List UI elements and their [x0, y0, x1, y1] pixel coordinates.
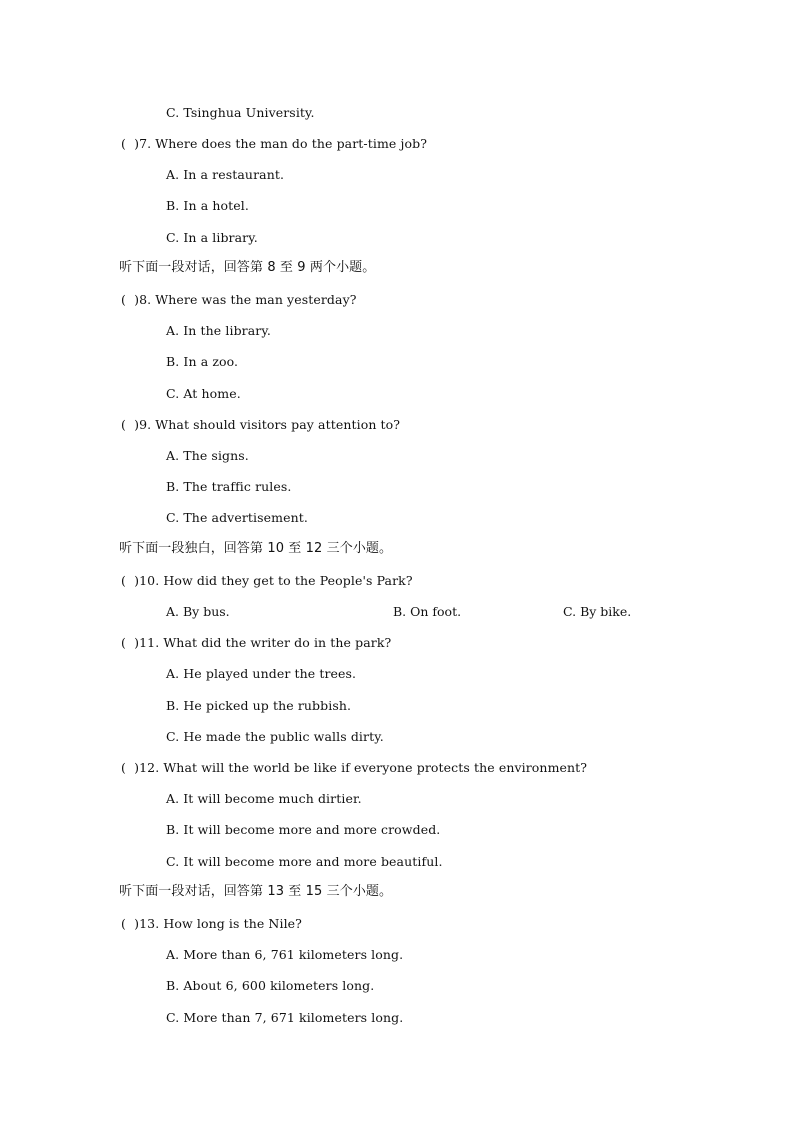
option-8c: C. At home.	[166, 386, 241, 401]
option-7a: A. In a restaurant.	[166, 167, 285, 182]
option-9b: B. The traffic rules.	[166, 479, 292, 494]
option-8b: B. In a zoo.	[166, 354, 239, 369]
section-instruction-13-15: 听下面一段对话，回答第 13 至 15 三个小题。	[119, 884, 393, 899]
option-12b: B. It will become more and more crowded.	[166, 822, 441, 837]
question-8: ( )8. Where was the man yesterday?	[121, 292, 357, 307]
option-7b: B. In a hotel.	[166, 198, 249, 213]
question-10: ( )10. How did they get to the People's Park?	[121, 573, 413, 588]
option-11b: B. He picked up the rubbish.	[166, 698, 352, 713]
option-9c: C. The advertisement.	[166, 510, 308, 525]
option-11a: A. He played under the trees.	[166, 666, 357, 681]
option-13c: C. More than 7, 671 kilometers long.	[166, 1010, 404, 1025]
option-8a: A. In the library.	[166, 323, 271, 338]
option-6c: C. Tsinghua University.	[166, 105, 315, 120]
question-11: ( )11. What did the writer do in the park?	[121, 635, 392, 650]
option-7c: C. In a library.	[166, 230, 258, 245]
question-9: ( )9. What should visitors pay attention to?	[121, 417, 401, 432]
options-row-10	[0, 604, 794, 620]
question-13: ( )13. How long is the Nile?	[121, 916, 302, 931]
option-13a: A. More than 6, 761 kilometers long.	[166, 947, 404, 962]
option-10a: A. By bus.	[166, 604, 230, 619]
question-12: ( )12. What will the world be like if everyone protects the environment?	[121, 760, 588, 775]
option-12c: C. It will become more and more beautiful.	[166, 854, 443, 869]
option-9a: A. The signs.	[166, 448, 249, 463]
option-10c: C. By bike.	[563, 604, 632, 619]
option-13b: B. About 6, 600 kilometers long.	[166, 978, 375, 993]
question-7: ( )7. Where does the man do the part-time job?	[121, 136, 427, 151]
option-11c: C. He made the public walls dirty.	[166, 729, 384, 744]
section-instruction-10-12: 听下面一段独白，回答第 10 至 12 三个小题。	[119, 541, 393, 556]
section-instruction-8-9: 听下面一段对话，回答第 8 至 9 两个小题。	[119, 260, 376, 275]
option-10b: B. On foot.	[393, 604, 462, 619]
option-12a: A. It will become much dirtier.	[166, 791, 362, 806]
